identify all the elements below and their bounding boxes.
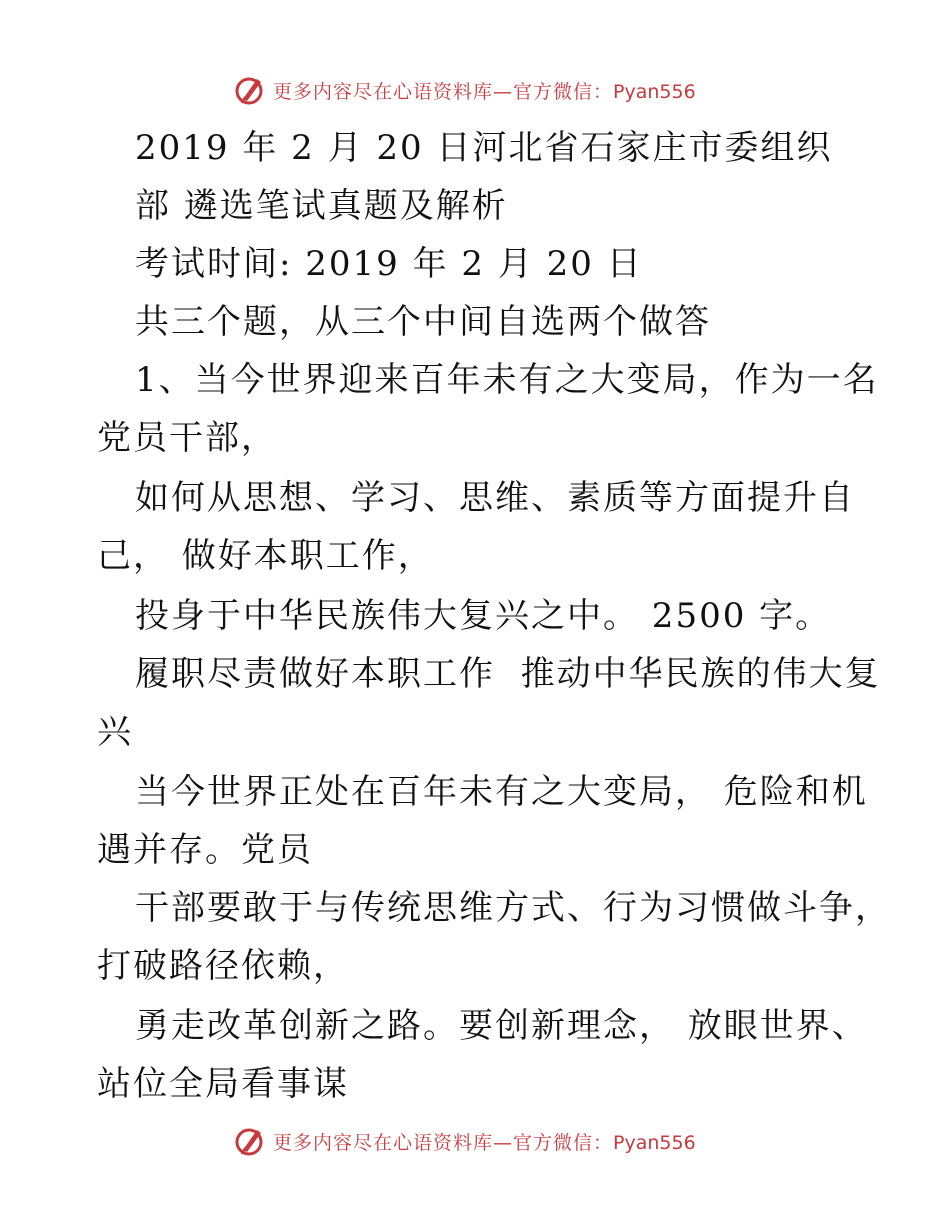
doc-line: 干部要敢于与传统思维方式、行为习惯做斗争，: [135, 888, 891, 928]
doc-line: 己， 做好本职工作，: [97, 536, 434, 576]
doc-line: 党员干部，: [97, 418, 277, 458]
quill-pen-logo-icon: [233, 1124, 267, 1158]
header-banner-text: [273, 77, 696, 104]
header-banner-label: 更多内容尽在心语资料库—官方微信：: [273, 80, 614, 103]
doc-line: 如何从思想、学习、思维、素质等方面提升自: [135, 478, 855, 518]
doc-line: 勇走改革创新之路。要创新理念， 放眼世界、: [135, 1006, 868, 1046]
header-banner-handle: Pyan556: [613, 80, 696, 103]
doc-line: 当今世界正处在百年未有之大变局， 危险和机: [135, 772, 868, 812]
doc-line: 遇并存。党员: [97, 830, 313, 870]
doc-line: 履职尽责做好本职工作 推动中华民族的伟大复: [135, 654, 881, 694]
doc-line: 兴: [97, 712, 133, 752]
footer-banner-text: [273, 1128, 696, 1155]
doc-line: 1、当今世界迎来百年未有之大变局，作为一名: [135, 360, 879, 400]
doc-line: 站位全局看事谋: [97, 1064, 349, 1104]
footer-banner: [233, 1123, 696, 1159]
doc-line: 部 遴选笔试真题及解析: [135, 186, 508, 226]
doc-line: 投身于中华民族伟大复兴之中。 2500 字。: [135, 596, 832, 636]
footer-banner-handle: Pyan556: [613, 1131, 696, 1154]
quill-pen-logo-icon: [233, 73, 267, 107]
header-banner: [233, 72, 696, 108]
doc-line: 2019 年 2 月 20 日河北省石家庄市委组织: [135, 128, 833, 168]
footer-banner-label: 更多内容尽在心语资料库—官方微信：: [273, 1131, 614, 1154]
doc-line: 考试时间: 2019 年 2 月 20 日: [135, 244, 643, 284]
doc-line: 共三个题，从三个中间自选两个做答: [135, 302, 711, 342]
doc-line: 打破路径依赖，: [97, 946, 349, 986]
